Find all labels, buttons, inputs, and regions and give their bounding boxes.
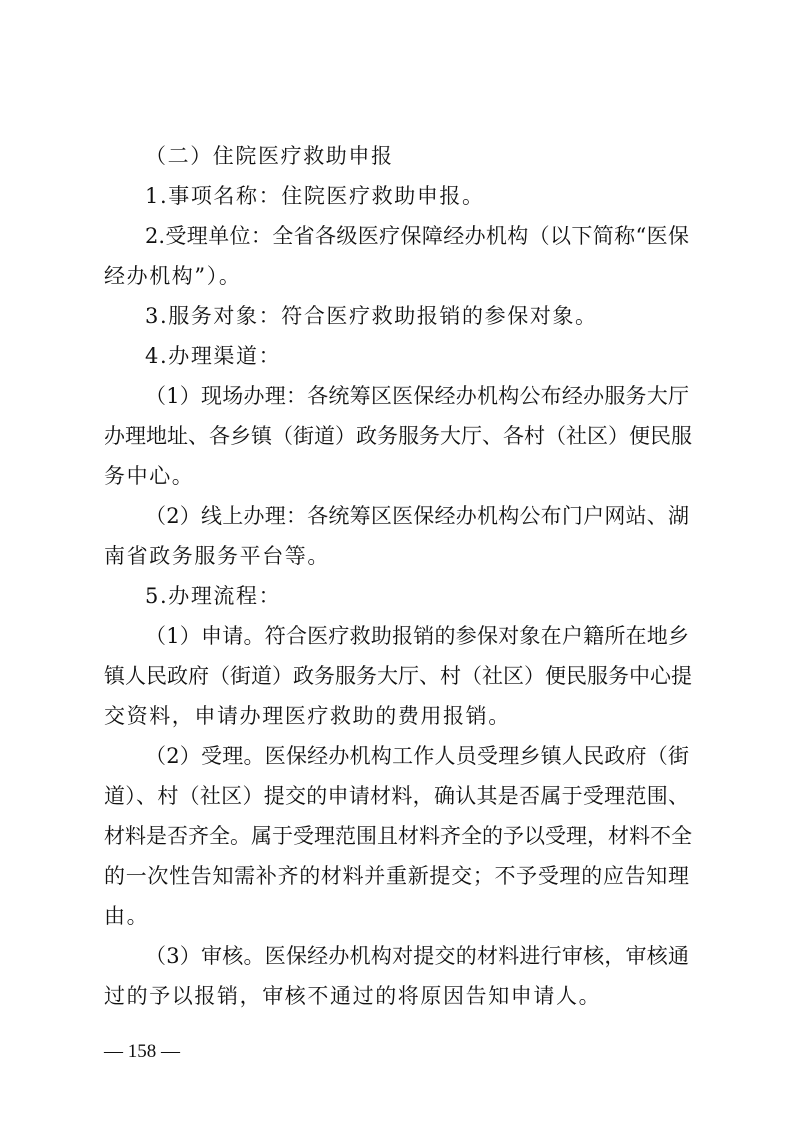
paragraph-line: 2.受理单位：全省各级医疗保障经办机构（以下简称“医保: [145, 224, 689, 248]
paragraph-line: 材料是否齐全。属于受理范围且材料齐全的予以受理，材料不全: [104, 824, 692, 848]
paragraph-line: 由。: [104, 904, 150, 928]
page-number: — 158 —: [104, 1041, 180, 1062]
paragraph-line: 交资料，申请办理医疗救助的费用报销。: [104, 704, 511, 728]
paragraph-line: （2）线上办理：各统筹区医保经办机构公布门户网站、湖: [145, 504, 689, 528]
paragraph-line: 经办机构”）。: [104, 264, 242, 288]
paragraph-line: 办理地址、各乡镇（街道）政务服务大厅、各村（社区）便民服: [104, 424, 692, 448]
paragraph-line: （1）现场办理：各统筹区医保经办机构公布经办服务大厅: [145, 384, 689, 408]
paragraph-line: 过的予以报销，审核不通过的将原因告知申请人。: [104, 984, 602, 1008]
paragraph-line: （1）申请。符合医疗救助报销的参保对象在户籍所在地乡: [145, 624, 689, 648]
paragraph-line: 的一次性告知需补齐的材料并重新提交；不予受理的应告知理: [104, 864, 689, 888]
paragraph-line: 4.办理渠道：: [145, 344, 282, 368]
paragraph-line: 5.办理流程：: [145, 584, 282, 608]
paragraph-line: 道）、村（社区）提交的申请材料，确认其是否属于受理范围、: [104, 784, 689, 808]
paragraph-line: （2）受理。医保经办机构工作人员受理乡镇人民政府（街: [145, 744, 689, 768]
paragraph-line: 1.事项名称：住院医疗救助申报。: [145, 184, 485, 208]
paragraph-line: 务中心。: [104, 464, 195, 488]
paragraph-line: 3.服务对象：符合医疗救助报销的参保对象。: [145, 304, 598, 328]
section-heading: （二）住院医疗救助申报: [145, 144, 394, 168]
paragraph-line: 镇人民政府（街道）政务服务大厅、村（社区）便民服务中心提: [104, 664, 692, 688]
paragraph-line: 南省政务服务平台等。: [104, 544, 330, 568]
paragraph-line: （3）审核。医保经办机构对提交的材料进行审核，审核通: [145, 944, 689, 968]
